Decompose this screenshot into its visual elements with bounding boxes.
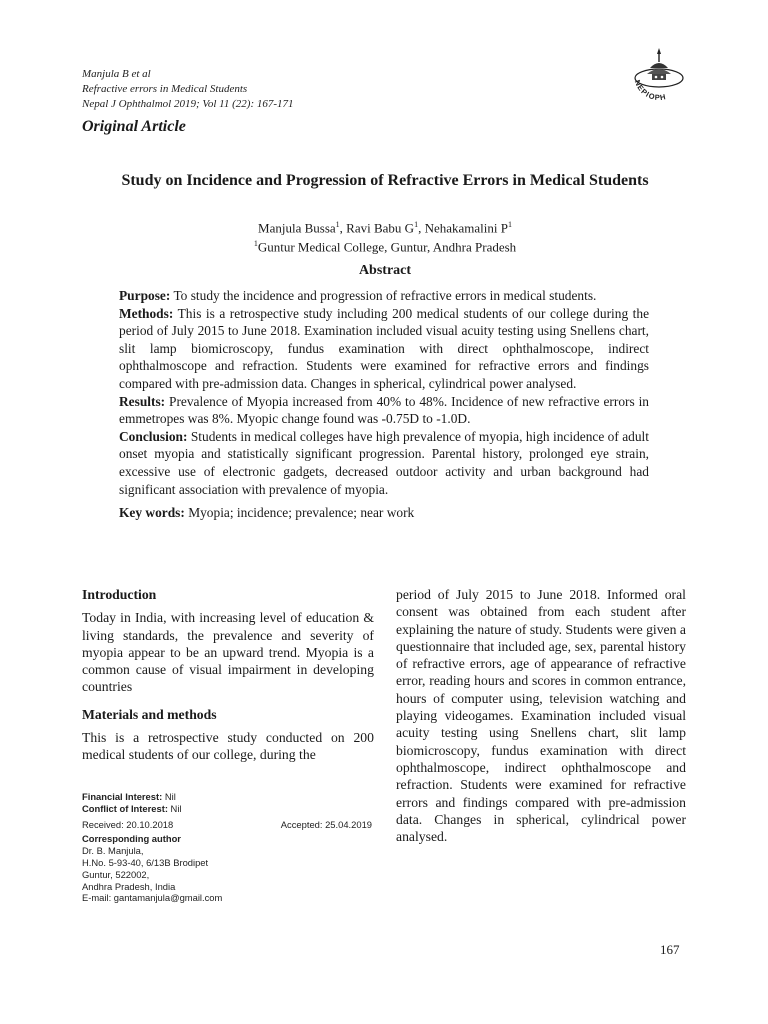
materials-text-part1: This is a retrospective study conducted on 200 medical students of our college, during the	[82, 730, 374, 763]
address-line-2: Guntur, 522002,	[82, 868, 150, 880]
author-block	[110, 217, 660, 256]
running-header	[82, 67, 294, 112]
author-name: Nehakamalini P	[424, 220, 508, 236]
abstract-purpose	[119, 287, 649, 305]
footnote-block	[82, 791, 372, 904]
corresponding-author-label	[82, 833, 372, 845]
affiliation-marker: 1	[507, 220, 512, 229]
keywords-text: Myopia; incidence; prevalence; near work	[188, 505, 415, 521]
introduction-heading: Introduction	[82, 587, 157, 602]
conflict-value: Nil	[170, 802, 182, 814]
introduction-text: Today in India, with increasing level of education & living standards, the prevalence and severity of myopia appear to be an upward trend. Myopia is a common cause of visual impairment in developing countries	[82, 610, 374, 695]
financial-label: Financial Interest:	[82, 791, 163, 802]
purpose-text: To study the incidence and progression of refractive errors in medical students.	[173, 288, 597, 303]
conflict-of-interest	[82, 803, 372, 815]
materials-text-part2: period of July 2015 to June 2018. Informed oral consent was obtained from each student after explaining the nature of study. Students were given a questionnaire that included age, sex, parental history of refractive errors, age of appearance of refractive error, reading hours and scores in common entrance, hours of computer using, television watching and playing videogames. Examination included visual acuity testing using Snellens chart, slit lamp biomicroscopy, fundus examination with direct ophthalmoscope, indirect ophthalmoscope and refraction. Students were examined for refractive errors and findings compared with pre-admission data. Changes in spherical, cylindrical power analysed.	[396, 587, 686, 845]
results-text: Prevalence of Myopia increased from 40% to 48%. Incidence of new refractive errors in emmetropes was 8%. Myopic change found was -0.75D to -1.0D.	[119, 393, 649, 427]
financial-interest	[82, 791, 372, 803]
logo-text: NEPIOPH	[632, 78, 668, 103]
keywords	[119, 504, 649, 522]
methods-label: Methods:	[119, 305, 174, 321]
author-separator: ,	[339, 220, 347, 236]
page-number: 167	[660, 942, 680, 957]
abstract-conclusion	[119, 428, 649, 498]
abstract-heading: Abstract	[358, 263, 412, 278]
affiliation	[110, 236, 660, 255]
author-name: Ravi Babu G	[346, 220, 415, 236]
conclusion-text: Students in medical colleges have high prevalence of myopia, high incidence of adult onset myopia and statistically significant progression. Parental history, prolonged eye strain, excessive use of electronic gadgets, decreased outdoor activity and urban background had significant association with prevalence of myopia.	[119, 428, 649, 497]
accepted-date: Accepted: 25.04.2019	[280, 818, 372, 830]
address-line-1: H.No. 5-93-40, 6/13B Brodipet	[82, 856, 209, 868]
dates-row	[82, 819, 372, 831]
abstract-body	[119, 287, 649, 522]
header-authors: Manjula B et al	[82, 68, 151, 80]
affiliation-marker: 1	[253, 239, 258, 249]
affiliation-marker: 1	[414, 220, 419, 229]
header-short-title: Refractive errors in Medical Students	[82, 83, 248, 95]
results-label: Results:	[119, 393, 166, 409]
received-date: Received: 20.10.2018	[82, 818, 174, 830]
author-list	[110, 217, 660, 236]
abstract-methods	[119, 305, 649, 393]
methods-text: This is a retrospective study including 200 medical students of our college during the period of July 2015 to June 2018. Examination included visual acuity testing using Snellens chart, slit lamp biomicroscopy, fundus examination with direct ophthalmoscope, indirect ophthalmoscope and refraction. Students were examined for refractive errors and findings compared with pre-admission data. Changes in spherical, cylindrical power analysed.	[119, 305, 650, 391]
author-name: Manjula Bussa	[258, 220, 336, 236]
email: E-mail: gantamanjula@gmail.com	[82, 892, 223, 904]
paper-title: Study on Incidence and Progression of Refractive Errors in Medical Students	[121, 172, 649, 189]
abstract-results	[119, 393, 649, 428]
conflict-label: Conflict of Interest:	[82, 802, 168, 814]
affiliation-text: Guntur Medical College, Guntur, Andhra Pradesh	[257, 239, 517, 255]
keywords-label: Key words:	[119, 505, 185, 521]
right-column	[396, 586, 686, 845]
left-column	[82, 586, 374, 774]
article-type: Original Article	[82, 118, 186, 135]
journal-logo	[628, 44, 690, 106]
author-separator: ,	[418, 220, 425, 236]
corresponding-label-text: Corresponding author	[82, 833, 181, 845]
affiliation-marker: 1	[335, 220, 340, 229]
purpose-label: Purpose:	[119, 288, 171, 303]
address-line-3: Andhra Pradesh, India	[82, 880, 176, 892]
header-citation: Nepal J Ophthalmol 2019; Vol 11 (22): 167-171	[82, 98, 294, 110]
financial-value: Nil	[164, 791, 176, 802]
materials-heading: Materials and methods	[82, 706, 217, 722]
corresponding-name: Dr. B. Manjula,	[82, 845, 144, 857]
conclusion-label: Conclusion:	[119, 428, 188, 444]
